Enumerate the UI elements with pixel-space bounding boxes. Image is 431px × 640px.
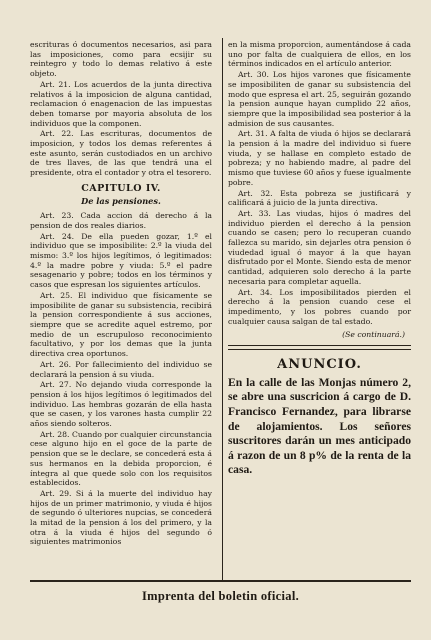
article-32: Art. 32. Esta pobreza se justificará y calificará á juicio de la junta directiva. — [228, 188, 411, 208]
right-column — [228, 40, 411, 478]
article-29: Art. 29. Si á la muerte del individuo hay hijos de un primer matrimonio, y viuda é hijos de segundo ó ulteriores nupcias, se concederá la mitad de la pension á los del primero, y la otra á la viuda é hijos del segundo ó siguientes matrimonios — [30, 488, 212, 547]
footer — [30, 580, 411, 604]
section-divider — [228, 345, 411, 350]
paragraph: escrituras ó documentos necesarios, asi para las imposiciones, como para ecsijir su reintegro y todo lo demas relativo á este objeto. — [30, 40, 212, 79]
continued-note: (Se continuará.) — [342, 330, 405, 340]
article-25: Art. 25. El individuo que físicamente se imposibilite de ganar su subsistencia, recibirá la pension correspondiente á sus acciones, siempre que se acredite aquel estremo, por medio de un escrupuloso reconocimiento facultativo, y por los demas que la junta directiva crea oportunos. — [30, 290, 212, 359]
notice-title: ANUNCIO. — [277, 357, 362, 373]
notice-body: En la calle de las Monjas número 2, se abre una suscricion á cargo de D. Francisco Fernandez, para librarse de alojamientos. Los señores suscritores darán un mes anticipado á razon de un 8 p% de la renta de la casa. — [228, 375, 411, 477]
article-21: Art. 21. Los acuerdos de la junta directiva relativos á la imposicion de alguna cantidad, reclamacion ó enagenacion de las impuestas deben tomarse por mayoria absoluta de los individuos que la componen. — [30, 79, 212, 128]
article-34: Art. 34. Los imposibilitados pierden el derecho á la pension cuando cese el impedimento, y los pobres cuando por cualquier causa salgan de tal estado. — [228, 287, 411, 326]
chapter-title: CAPITULO IV. — [81, 182, 161, 194]
notice — [228, 357, 411, 478]
article-27: Art. 27. No dejando viuda corresponde la pension á los hijos legítimos ó legitimados del individuo. Las hembras gozarán de ella hasta que se casen, y los varones hasta cumplir 22 años siendo solteros. — [30, 380, 212, 429]
text-columns — [30, 40, 411, 578]
article-30: Art. 30. Los hijos varones que físicamente se imposibiliten de ganar su subsistencia del modo que espresa el art. 25, seguirán gozando la pension aunque hayan cumplido 22 años, siempre que la imposibilidad sea posterior á la admision de sus causantes. — [228, 70, 411, 128]
article-22: Art. 22. Las escrituras, documentos de imposicion, y todos los demas referentes á este asunto, serán custodiados en un archivo de tres llaves, de las que tendrá una el presidente, otra el contador y otra el tesorero. — [30, 129, 212, 178]
imprint-line: Imprenta del boletin oficial. — [141, 589, 300, 603]
article-33: Art. 33. Las viudas, hijos ó madres del individuo pierden el derecho á la pension cuando se casen; pero lo recuperan cuando fallezca su marido, sin dejarles otra pension ó viudedad igual ó mayor á la que hayan disfrutado por el Monte. Siendo esta de menor cantidad, adquieren solo derecho á la parte necesaria para completar aquella. — [228, 208, 411, 286]
article-23: Art. 23. Cada accion dá derecho á la pension de dos reales diarios. — [30, 211, 212, 230]
article-31: Art. 31. A falta de viuda ó hijos se declarará la pension á la madre del individuo si fuere viuda, y se hallase en completo estado de pobreza; y no habiendo madre, al padre del mismo que tuviese 60 años y fuese igualmente pobre. — [228, 129, 411, 187]
article-24: Art. 24. De ella pueden gozar, 1.º el individuo que se imposibilite: 2.º la viuda del mismo: 3.º los hijos legítimos, ó legitimados: 4.º la madre pobre y viuda: 5.º el padre sesagenario y pobre; todos en los términos y casos que espresan los siguientes artículos. — [30, 231, 212, 290]
left-column — [30, 40, 212, 548]
chapter-subtitle: De las pensiones. — [81, 195, 161, 206]
article-28: Art. 28. Cuando por cualquier circunstancia cese alguno hijo en el goce de la parte de pension que se le declare, se concederá esta á sus hermanos en la debida proporcion, é íntegra al que quede solo con los requisitos establecidos. — [30, 429, 212, 488]
paragraph: en la misma proporcion, aumentándose á cada uno por falta de cualquiera de ellos, en los términos indicados en el artículo anterior. — [228, 40, 411, 69]
article-26: Art. 26. Por fallecimiento del individuo se declarará la pension á su viuda. — [30, 359, 212, 379]
